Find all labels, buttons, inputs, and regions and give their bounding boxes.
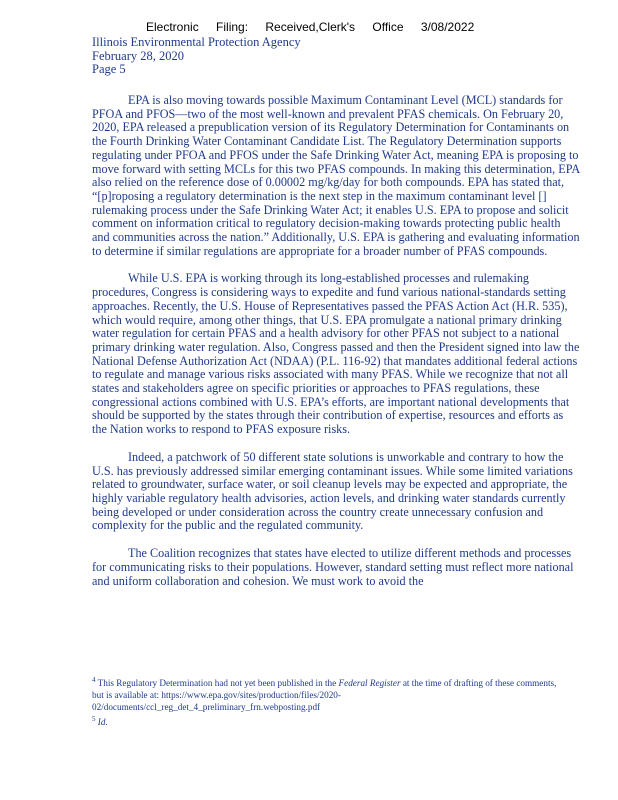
footnotes xyxy=(92,674,562,728)
stamp-electronic: Electronic xyxy=(146,20,199,34)
footnote-4-text-after: at the time of drafting of these comments, but is available at: https://www.epa.gov/sites/production/files/2020-02/documents/ccl_reg_det_4_preliminary_frn.webposting.pdf xyxy=(92,678,557,713)
footnote-4-text-before: This Regulatory Determination had not yet been published in the xyxy=(97,678,337,689)
stamp-received: Received,Clerk's xyxy=(265,20,356,34)
paragraph-4: The Coalition recognizes that states have elected to utilize different methods and processes for communicating risks to their populations. However, standard setting must reflect more national and uniform collaboration and cohesion. We must work to avoid the xyxy=(92,546,574,588)
header-page: Page 5 xyxy=(92,62,126,76)
stamp-office: Office xyxy=(372,20,404,34)
document-body xyxy=(92,94,580,602)
paragraph-3: Indeed, a patchwork of 50 different state solutions is unworkable and contrary to how the U.S. has previously addressed similar emerging contaminant issues. While some limited variations related to groundwater, surface water, or soil cleanup levels may be expected and appropriate, the highly variable regulatory health advisories, action levels, and drinking water standards currently being developed or under consideration across the country create unnecessary confusion and complexity for the public and the regulated community. xyxy=(92,449,573,533)
footnote-4 xyxy=(92,674,562,713)
footnote-4-italic: Federal Register xyxy=(338,678,401,689)
footnote-5 xyxy=(92,713,562,728)
letter-header xyxy=(92,36,301,77)
filing-stamp xyxy=(146,20,488,34)
stamp-filing: Filing: xyxy=(216,20,249,34)
stamp-date: 3/08/2022 xyxy=(420,20,475,34)
header-date: February 28, 2020 xyxy=(92,48,184,63)
header-agency: Illinois Environmental Protection Agency xyxy=(92,35,301,49)
footnote-5-number: 5 xyxy=(92,715,96,724)
footnote-4-number: 4 xyxy=(92,676,96,684)
paragraph-2: While U.S. EPA is working through its long-established processes and rulemaking procedures, Congress is considering ways to expedite and fund various national-standards setting approaches. Recently, the U.S. House of Representatives passed the PFAS Action Act (H.R. 535), which would require, among other things, that U.S. EPA promulgate a national primary drinking water regulation for certain PFAS and a health advisory for other PFAS not subject to a national primary drinking water regulation. Also, Congress passed and then the President signed into law the National Defense Authorization Act (NDAA) (P.L. 116-92) that mandates additional federal actions to regulate and manage various risks associated with many PFAS. While we recognize that not all states and stakeholders agree on specific priorities or approaches to PFAS regulations, these congressional actions combined with U.S. EPA’s efforts, are important national developments that should be supported by the states through their contribution of expertise, resources and efforts as the Nation works to respond to PFAS exposure risks. xyxy=(92,271,580,437)
footnote-5-italic: Id. xyxy=(97,717,108,728)
paragraph-1: EPA is also moving towards possible Maximum Contaminant Level (MCL) standards for PFOA and PFOS—two of the most well-known and prevalent PFAS chemicals. On February 20, 2020, EPA released a prepublication version of its Regulatory Determination for Contaminants on the Fourth Drinking Water Contaminant Candidate List. The Regulatory Determination supports regulating under PFOA and PFOS under the Safe Drinking Water Act, meaning EPA is proposing to move forward with setting MCLs for this two PFAS compounds. In making this determination, EPA also relied on the reference dose of 0.00002 mg/kg/day for both compounds. EPA has stated that, “[p]roposing a regulatory determination is the next step in the maximum contaminant level [] rulemaking process under the Safe Drinking Water Act; it enables U.S. EPA to propose and solicit comment on information critical to regulatory decision-making towards protecting public health and communities across the nation.” Additionally, U.S. EPA is gathering and evaluating information to determine if similar regulations are appropriate for a broader number of PFAS compounds. xyxy=(92,93,580,258)
